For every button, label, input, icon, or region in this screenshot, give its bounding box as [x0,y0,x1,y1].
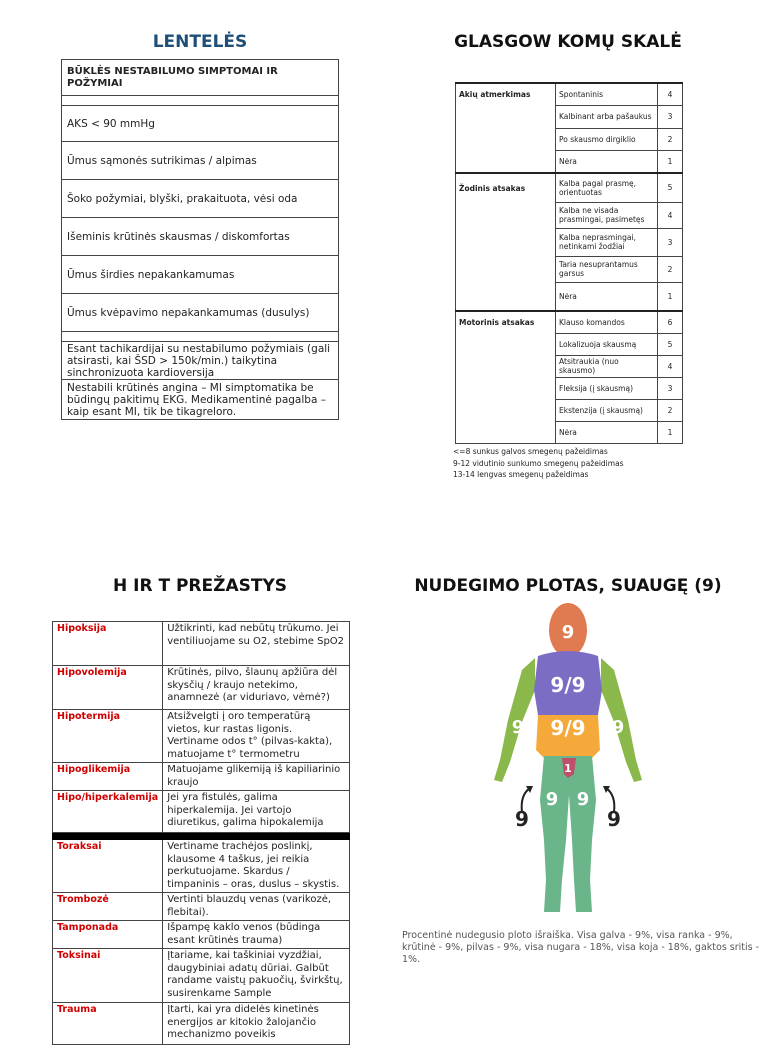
gcs-response: Lokalizuoja skausmą [556,333,658,355]
instability-table-spacer [62,96,339,106]
gcs-response: Nėra [556,282,658,311]
gcs-category: Žodinis atsakas [456,173,556,311]
burn-label-leg-left: 9 [545,789,559,810]
burn-caption: Procentinė nudegusio ploto išraiška. Visa galva - 9%, visa ranka - 9%, krūtinė - 9%, pilvas - 9%, visa nugara - 18%, visa koja - 18%, gaktos sritis - 1%. [402,930,760,965]
hirt-text: Vertiname trachėjos poslinkį, klausome 4 taškus, jei reikia perkutuojame. Skardus / timpaninis – oras, duslus – skystis. [163,840,350,893]
gcs-score: 6 [658,311,683,333]
instability-table-spacer [62,332,339,342]
gcs-response: Atsitraukia (nuo skausmo) [556,355,658,377]
gcs-response: Fleksija (į skausmą) [556,377,658,399]
gcs-score: 1 [658,282,683,311]
hirt-label: Toksinai [53,949,163,1003]
hirt-text: Matuojame glikemiją iš kapiliarinio kraujo [163,763,350,791]
hirt-separator [53,833,350,840]
hirt-title: H IR T PREŽASTYS [112,576,288,596]
gcs-response: Kalba pagal prasmę, orientuotas [556,173,658,202]
hirt-label: Tamponada [53,921,163,949]
burn-label-abdomen: 9/9 [550,716,586,740]
table-row: Šoko požymiai, blyški, prakaituota, vėsi oda [62,180,339,218]
burn-body-diagram [480,600,660,920]
hirt-text: Vertinti blauzdų venas (varikozė, flebitai). [163,893,350,921]
gcs-score: 3 [658,377,683,399]
gcs-response: Taria nesuprantamus garsus [556,256,658,282]
gcs-score: 3 [658,228,683,256]
burn-label-arm-right: 9 [611,717,625,738]
hirt-text: Krūtinės, pilvo, šlaunų apžiūra dėl skysčių / kraujo netekimo, anamnezė (ar viduriavo, vėmė?) [163,666,350,710]
hirt-label: Hipoksija [53,622,163,666]
gcs-response: Po skausmo dirgiklio [556,128,658,150]
gcs-response: Ekstenzija (į skausmą) [556,399,658,421]
hirt-label: Hipo/hiperkalemija [53,791,163,833]
burn-label-head: 9 [561,622,575,643]
gcs-response: Kalbinant arba pašaukus [556,105,658,128]
gcs-note: <=8 sunkus galvos smegenų pažeidimas [453,447,608,456]
burn-label-leg-right: 9 [576,789,590,810]
hirt-label: Trauma [53,1003,163,1045]
table-row: Nestabili krūtinės angina – MI simptomatika be būdingų pakitimų EKG. Medikamentinė pagalba – kaip esant MI, tik be tikagreloro. [62,380,339,420]
gcs-score: 4 [658,355,683,377]
table-row: Ūmus širdies nepakankamumas [62,256,339,294]
burn-legs [540,756,596,912]
gcs-response: Spontaninis [556,83,658,105]
gcs-score: 1 [658,150,683,173]
gcs-score: 2 [658,399,683,421]
gcs-note: 13-14 lengvas smegenų pažeidimas [453,470,589,479]
gcs-score: 2 [658,128,683,150]
gcs-score: 1 [658,421,683,443]
gcs-response: Nėra [556,150,658,173]
gcs-score: 5 [658,333,683,355]
gcs-category: Motorinis atsakas [456,311,556,443]
gcs-note: 9-12 vidutinio sunkumo smegenų pažeidimas [453,458,624,468]
burn-label-arm-left: 9 [511,717,525,738]
hirt-text: Atsižvelgti į oro temperatūrą vietos, kur rastas ligonis. Vertiname odos t° (pilvas-kakta), matuojame t° termometru [163,710,350,763]
hirt-text: Jei yra fistulės, galima hiperkalemija. Jei vartojo diuretikus, galima hipokalemija [163,791,350,833]
hirt-text: Įtariame, kai taškiniai vyzdžiai, daugybiniai adatų dūriai. Galbūt randame vaistų pakuočių, švirkštų, susirenkame Sample [163,949,350,1003]
table-row: Ūmus sąmonės sutrikimas / alpimas [62,142,339,180]
hirt-label: Hipoglikemija [53,763,163,791]
glasgow-table [455,82,683,444]
gcs-score: 3 [658,105,683,128]
gcs-category: Akių atmerkimas [456,83,556,173]
hirt-text: Užtikrinti, kad nebūtų trūkumo. Jei ventiliuojame su O2, stebime SpO2 [163,622,350,666]
hirt-label: Trombozė [53,893,163,921]
instability-table-header: BŪKLĖS NESTABILUMO SIMPTOMAI IR POŽYMIAI [62,60,339,96]
lenteles-title: LENTELĖS [152,32,248,52]
burn-label-leg-back-left: 9 [515,807,529,831]
gcs-notes [453,446,713,481]
gcs-response: Klauso komandos [556,311,658,333]
gcs-score: 4 [658,83,683,105]
burn-label-leg-back-right: 9 [607,807,621,831]
hirt-table [52,621,350,1045]
hirt-label: Hipotermija [53,710,163,763]
burn-title: NUDEGIMO PLOTAS, SUAUGĘ (9) [414,576,722,596]
table-row: AKS < 90 mmHg [62,106,339,142]
instability-table [61,59,339,420]
glasgow-title: GLASGOW KOMŲ SKALĖ [454,32,682,52]
burn-label-chest: 9/9 [550,673,586,697]
burn-label-genital: 1 [564,762,572,775]
hirt-label: Hipovolemija [53,666,163,710]
hirt-text: Įtarti, kai yra didelės kinetinės energijos ar kitokio žalojančio mechanizmo poveikis [163,1003,350,1045]
gcs-score: 2 [658,256,683,282]
table-row: Ūmus kvėpavimo nepakankamumas (dusulys) [62,294,339,332]
gcs-score: 5 [658,173,683,202]
table-row: Esant tachikardijai su nestabilumo požymiais (gali atsirasti, kai ŠSD > 150k/min.) taikytina sinchronizuota kardioversija [62,342,339,380]
hirt-label: Toraksai [53,840,163,893]
hirt-text: Išpampę kaklo venos (būdinga esant krūtinės trauma) [163,921,350,949]
table-row: Išeminis krūtinės skausmas / diskomfortas [62,218,339,256]
gcs-response: Nėra [556,421,658,443]
gcs-response: Kalba neprasmingai, netinkami žodžiai [556,228,658,256]
gcs-score: 4 [658,202,683,228]
gcs-response: Kalba ne visada prasmingai, pasimetęs [556,202,658,228]
